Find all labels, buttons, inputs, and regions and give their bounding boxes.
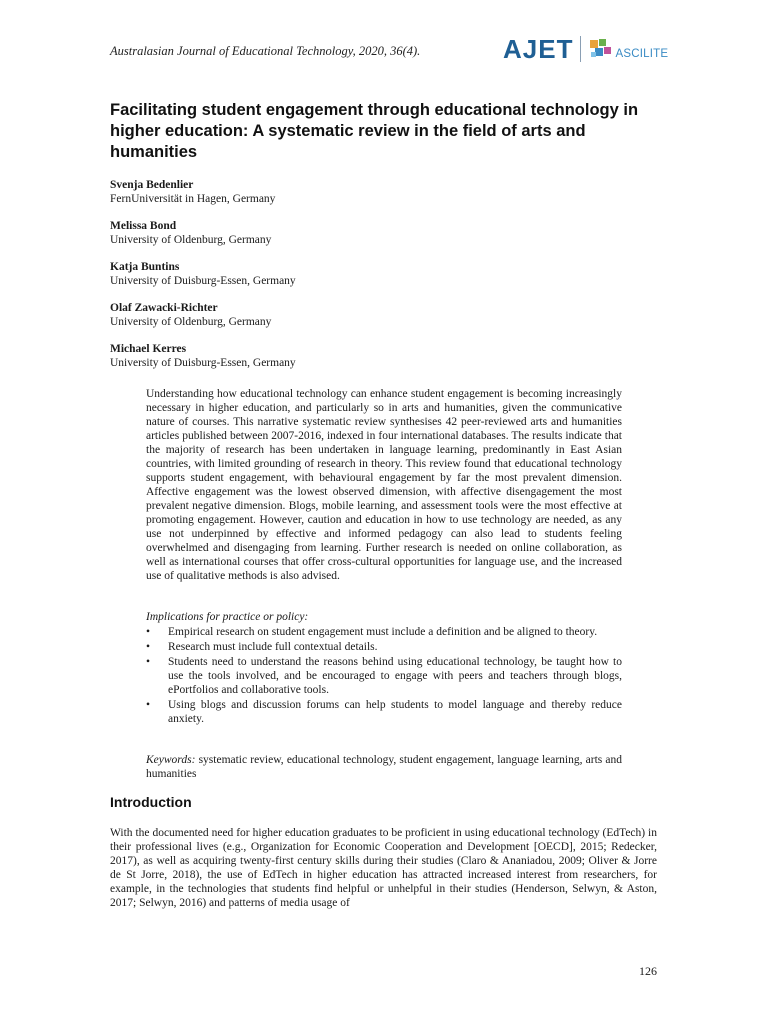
journal-logo xyxy=(503,33,668,65)
logo-divider xyxy=(580,36,581,62)
keywords xyxy=(146,753,622,781)
author-list xyxy=(110,178,630,383)
author-affiliation: University of Oldenburg, Germany xyxy=(110,234,272,246)
introduction-heading: Introduction xyxy=(110,794,192,810)
author-name: Katja Buntins xyxy=(110,261,180,273)
list-item-text: Empirical research on student engagement must include a definition and be aligned to theory. xyxy=(168,626,598,638)
bullet-icon: • xyxy=(146,641,151,653)
author-block xyxy=(110,342,630,370)
implications-heading: Implications for practice or policy: xyxy=(146,611,309,623)
ascilite-mark-icon xyxy=(589,37,613,61)
keywords-text: systematic review, educational technology, student engagement, language learning, arts and humanities xyxy=(146,754,622,780)
author-name: Michael Kerres xyxy=(110,343,187,355)
ascilite-logo-text: ASCILITE xyxy=(615,47,669,60)
keywords-label: Keywords: xyxy=(146,754,196,766)
implications-list xyxy=(146,625,622,727)
journal-citation: Australasian Journal of Educational Technology, 2020, 36(4). xyxy=(110,44,421,58)
author-affiliation: FernUniversität in Hagen, Germany xyxy=(110,193,276,205)
list-item-text: Using blogs and discussion forums can help students to model language and thereby reduce anxiety. xyxy=(168,699,622,725)
list-item-text: Research must include full contextual details. xyxy=(168,641,378,653)
author-block xyxy=(110,301,630,329)
author-name: Olaf Zawacki-Richter xyxy=(110,302,218,314)
author-block xyxy=(110,260,630,288)
author-name: Melissa Bond xyxy=(110,220,177,232)
author-affiliation: University of Oldenburg, Germany xyxy=(110,316,272,328)
bullet-icon: • xyxy=(146,626,151,638)
author-block xyxy=(110,178,630,206)
list-item xyxy=(146,698,622,726)
bullet-icon: • xyxy=(146,656,151,668)
ajet-logo-text: AJET xyxy=(503,33,574,64)
bullet-icon: • xyxy=(146,699,151,711)
introduction-text: With the documented need for higher education graduates to be proficient in using educational technology (EdTech) in their professional lives (e.g., Organization for Economic Cooperation and Development [OECD], 2015; Redecker, 2017), as well as acquiring twenty-first century skills during their studies (Claro & Ananiadou, 2009; Oliver & Jorre de St Jorre, 2018), the use of EdTech in higher education has attracted increased interest from researchers, for example, in the technologies that students find helpful or unhelpful in their studies (Henderson, Selwyn, & Aston, 2017; Selwyn, 2016) and patterns of media usage of xyxy=(110,827,657,909)
author-affiliation: University of Duisburg-Essen, Germany xyxy=(110,275,296,287)
list-item xyxy=(146,655,622,697)
paper-title: Facilitating student engagement through educational technology in higher education: A systematic review in the field of arts and humanities xyxy=(110,101,639,161)
abstract-text: Understanding how educational technology can enhance student engagement is becoming increasingly necessary in higher education, and particularly so in arts and humanities, given the communicative nature of courses. This narrative systematic review synthesises 42 peer-reviewed arts and humanities articles published between 2007-2016, indexed in four international databases. The results indicate that the majority of research has been undertaken in language learning, predominantly in East Asian countries, with limited grounding of research in theory. This review found that educational technology supports student engagement, with behavioural engagement by far the most prevalent dimension. Affective engagement was the lowest observed dimension, with affective disengagement the most prevalent negative dimension. Blogs, mobile learning, and assessment tools were the most effective at promoting engagement. However, caution and education in how to use technology are needed, as any use not underpinned by effective and informed pedagogy can also lead to students feeling overwhelmed and disengaging from learning. Further research is needed on online collaboration, as well as international courses that offer cross-cultural opportunities for language use, and the increased use of qualitative methods is also advised. xyxy=(146,388,622,582)
list-item-text: Students need to understand the reasons behind using educational technology, be taught how to use the tools involved, and be encouraged to engage with peers and teachers through blogs, ePortfolios and collaborative tools. xyxy=(168,656,622,696)
author-affiliation: University of Duisburg-Essen, Germany xyxy=(110,357,296,369)
list-item xyxy=(146,625,622,639)
author-name: Svenja Bedenlier xyxy=(110,179,194,191)
author-block xyxy=(110,219,630,247)
list-item xyxy=(146,640,622,654)
page-number: 126 xyxy=(639,964,657,978)
